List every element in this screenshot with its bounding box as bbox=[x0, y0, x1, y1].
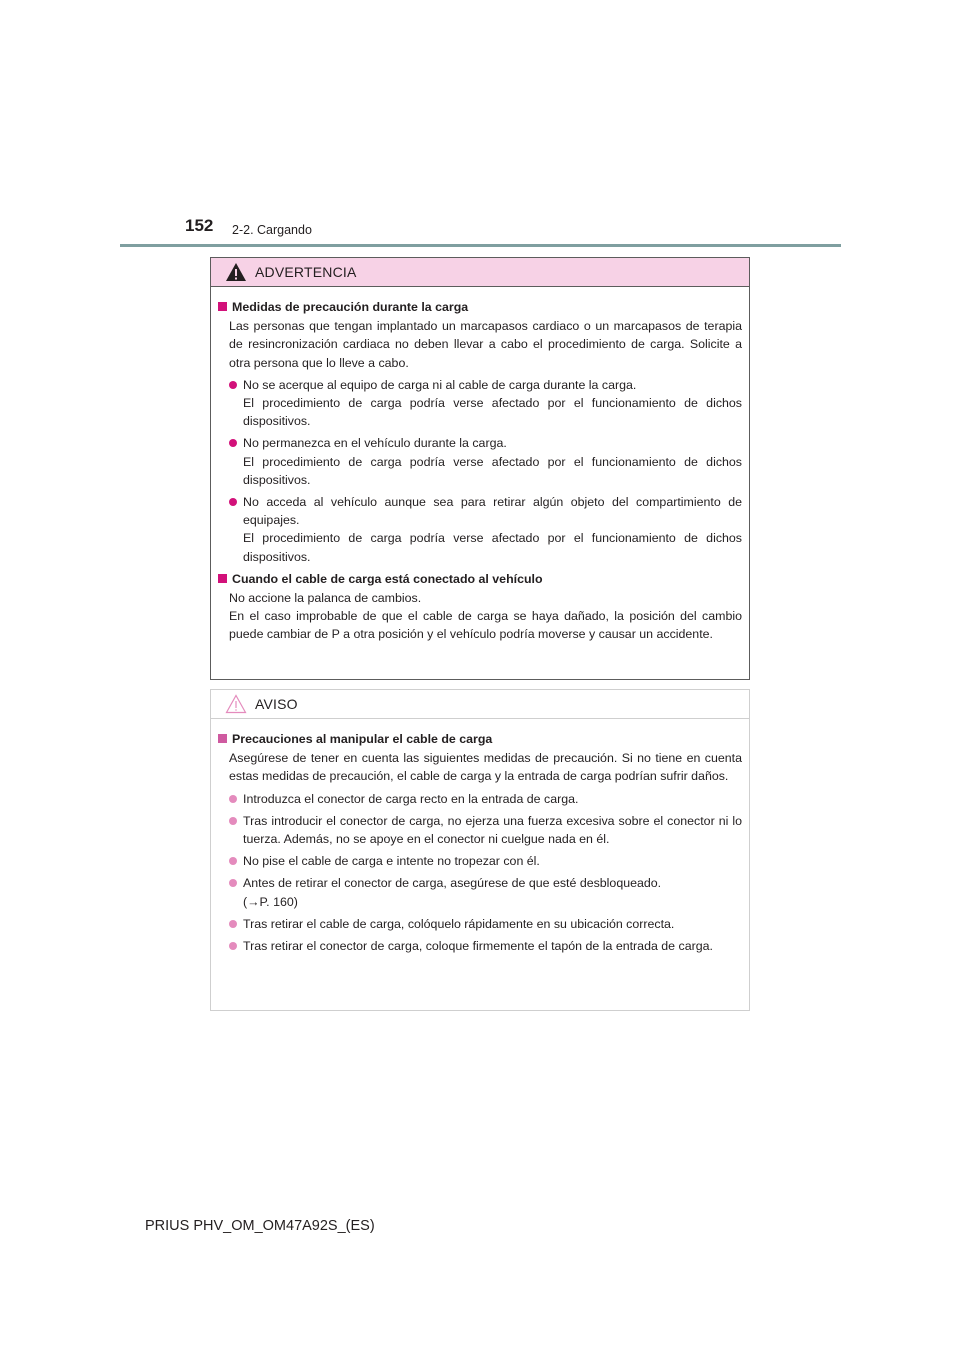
section-title: 2-2. Cargando bbox=[232, 223, 312, 237]
warning-section-1-intro: Las personas que tengan implantado un marcapasos cardiaco o un marcapasos de terapia de resincronización cardiaca no deben llevar a cabo el procedimiento de carga. Solicite a otra persona que lo lleve a cabo. bbox=[229, 319, 742, 370]
list-item bbox=[218, 874, 742, 910]
circle-bullet-icon bbox=[229, 498, 237, 506]
bullet-line: No se acerque al equipo de carga ni al cable de carga durante la carga. bbox=[243, 377, 637, 392]
bullet-text: Tras introducir el conector de carga, no ejerza una fuerza excesiva sobre el conector ni lo tuerza. Además, no se apoye en el conector ni cuelgue nada en él. bbox=[243, 813, 742, 847]
bullet-line: El procedimiento de carga podría verse afectado por el funcionamiento de dichos dispositivos. bbox=[243, 396, 742, 429]
notice-body bbox=[211, 719, 749, 955]
circle-bullet-icon bbox=[229, 879, 237, 887]
square-bullet-icon bbox=[218, 574, 227, 583]
list-item bbox=[218, 493, 742, 566]
list-item bbox=[218, 812, 742, 848]
square-bullet-icon bbox=[218, 302, 227, 311]
bullet-line: El procedimiento de carga podría verse afectado por el funcionamiento de dichos dispositivos. bbox=[243, 454, 742, 487]
circle-bullet-icon bbox=[229, 795, 237, 803]
bullet-line: No acceda al vehículo aunque sea para retirar algún objeto del compartimiento de equipajes. bbox=[243, 495, 742, 528]
list-item bbox=[218, 915, 742, 933]
bullet-text: Introduzca el conector de carga recto en la entrada de carga. bbox=[243, 791, 579, 806]
notice-title: AVISO bbox=[255, 696, 298, 712]
warning-section-2-heading bbox=[218, 570, 742, 588]
bullet-text: No pise el cable de carga e intente no tropezar con él. bbox=[243, 854, 540, 869]
caution-triangle-outline-icon bbox=[225, 694, 247, 714]
bullet-line: El procedimiento de carga podría verse afectado por el funcionamiento de dichos dispositivos. bbox=[243, 531, 742, 564]
paragraph-line: En el caso improbable de que el cable de carga se haya dañado, la posición del cambio puede cambiar de P a otra posición y el vehículo podría moverse y causar un accidente. bbox=[229, 609, 742, 642]
warning-box-header bbox=[211, 258, 749, 287]
circle-bullet-icon bbox=[229, 942, 237, 950]
list-item bbox=[218, 376, 742, 431]
list-item bbox=[218, 852, 742, 870]
circle-bullet-icon bbox=[229, 857, 237, 865]
heading-text: Precauciones al manipular el cable de carga bbox=[232, 732, 493, 746]
notice-intro: Asegúrese de tener en cuenta las siguientes medidas de precaución. Si no tiene en cuenta estas medidas de precaución, el cable de carga y la entrada de carga podrían sufrir daños. bbox=[229, 751, 742, 784]
bullet-text: Tras retirar el conector de carga, coloque firmemente el tapón de la entrada de carga. bbox=[243, 939, 713, 954]
circle-bullet-icon bbox=[229, 920, 237, 928]
circle-bullet-icon bbox=[229, 439, 237, 447]
bullet-text: Tras retirar el cable de carga, colóquelo rápidamente en su ubicación correcta. bbox=[243, 916, 675, 931]
list-item bbox=[218, 790, 742, 808]
notice-box-header bbox=[211, 690, 749, 719]
warning-section-1-heading bbox=[218, 298, 742, 316]
circle-bullet-icon bbox=[229, 381, 237, 389]
circle-bullet-icon bbox=[229, 817, 237, 825]
warning-section-2-text bbox=[218, 589, 742, 644]
notice-box bbox=[210, 689, 750, 1011]
warning-box bbox=[210, 257, 750, 680]
notice-heading bbox=[218, 730, 742, 748]
bullet-line: No permanezca en el vehículo durante la carga. bbox=[243, 436, 507, 451]
footer-document-code: PRIUS PHV_OM_OM47A92S_(ES) bbox=[145, 1218, 375, 1234]
header-rule bbox=[120, 244, 841, 247]
heading-text: Medidas de precaución durante la carga bbox=[232, 300, 469, 314]
list-item bbox=[218, 434, 742, 489]
warning-body bbox=[211, 287, 749, 644]
heading-text: Cuando el cable de carga está conectado al vehículo bbox=[232, 571, 543, 586]
square-bullet-icon bbox=[218, 734, 227, 743]
page-number: 152 bbox=[185, 216, 214, 235]
page-reference-link[interactable]: (→P. 160) bbox=[243, 894, 298, 909]
list-item bbox=[218, 937, 742, 955]
bullet-line: Antes de retirar el conector de carga, asegúrese de que esté desbloqueado. bbox=[243, 876, 662, 891]
paragraph-line: No accione la palanca de cambios. bbox=[229, 591, 422, 606]
warning-title: ADVERTENCIA bbox=[255, 264, 357, 280]
warning-triangle-icon bbox=[225, 262, 247, 282]
